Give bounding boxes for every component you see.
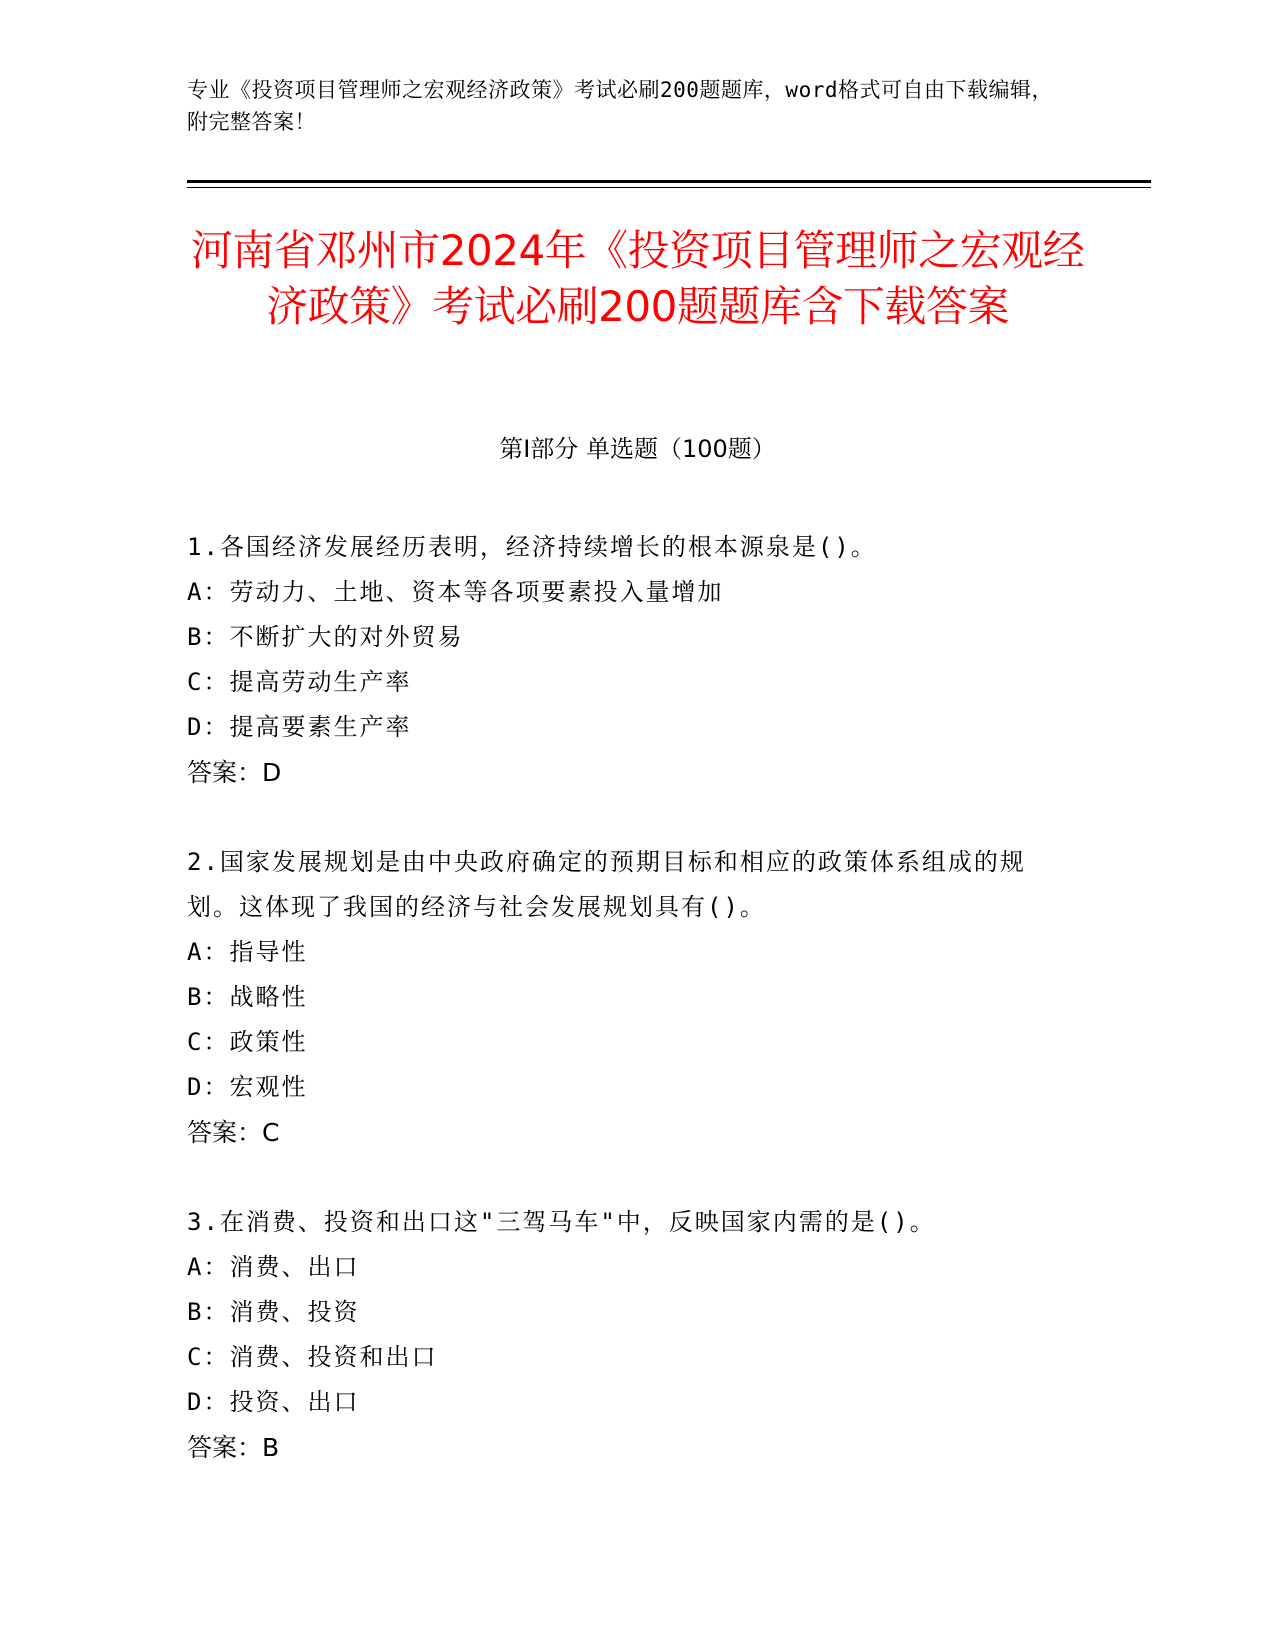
option-a: A：消费、出口 bbox=[187, 1253, 360, 1281]
header-note: 专业《投资项目管理师之宏观经济政策》考试必刷200题题库，word格式可自由下载编辑，附完整答案！ bbox=[187, 78, 1053, 134]
question-list bbox=[187, 525, 1087, 1515]
option-b: B：战略性 bbox=[187, 983, 308, 1011]
answer: 答案：C bbox=[187, 1118, 280, 1147]
answer: 答案：B bbox=[187, 1433, 280, 1462]
option-d: D：宏观性 bbox=[187, 1073, 308, 1101]
option-b: B：不断扩大的对外贸易 bbox=[187, 623, 464, 651]
question-2 bbox=[187, 840, 1087, 1156]
option-c: C：政策性 bbox=[187, 1028, 308, 1056]
document-title: 河南省邓州市2024年《投资项目管理师之宏观经济政策》考试必刷200题题库含下载答案 bbox=[190, 226, 1085, 331]
header-divider-thin bbox=[187, 187, 1151, 188]
option-a: A：劳动力、土地、资本等各项要素投入量增加 bbox=[187, 578, 724, 606]
option-c: C：消费、投资和出口 bbox=[187, 1343, 438, 1371]
option-b: B：消费、投资 bbox=[187, 1298, 360, 1326]
answer: 答案：D bbox=[187, 758, 282, 787]
option-a: A：指导性 bbox=[187, 938, 308, 966]
option-c: C：提高劳动生产率 bbox=[187, 668, 412, 696]
question-stem: 3.在消费、投资和出口这"三驾马车"中，反映国家内需的是()。 bbox=[187, 1208, 936, 1236]
option-d: D：投资、出口 bbox=[187, 1388, 360, 1416]
option-d: D：提高要素生产率 bbox=[187, 713, 412, 741]
question-3 bbox=[187, 1200, 1087, 1471]
question-stem: 1.各国经济发展经历表明，经济持续增长的根本源泉是()。 bbox=[187, 533, 877, 561]
question-1 bbox=[187, 525, 1087, 796]
header-divider-thick bbox=[187, 180, 1151, 183]
question-stem: 2.国家发展规划是由中央政府确定的预期目标和相应的政策体系组成的规划。这体现了我国的经济与社会发展规划具有()。 bbox=[187, 848, 1026, 921]
section-title: 第I部分 单选题（100题） bbox=[499, 435, 776, 463]
